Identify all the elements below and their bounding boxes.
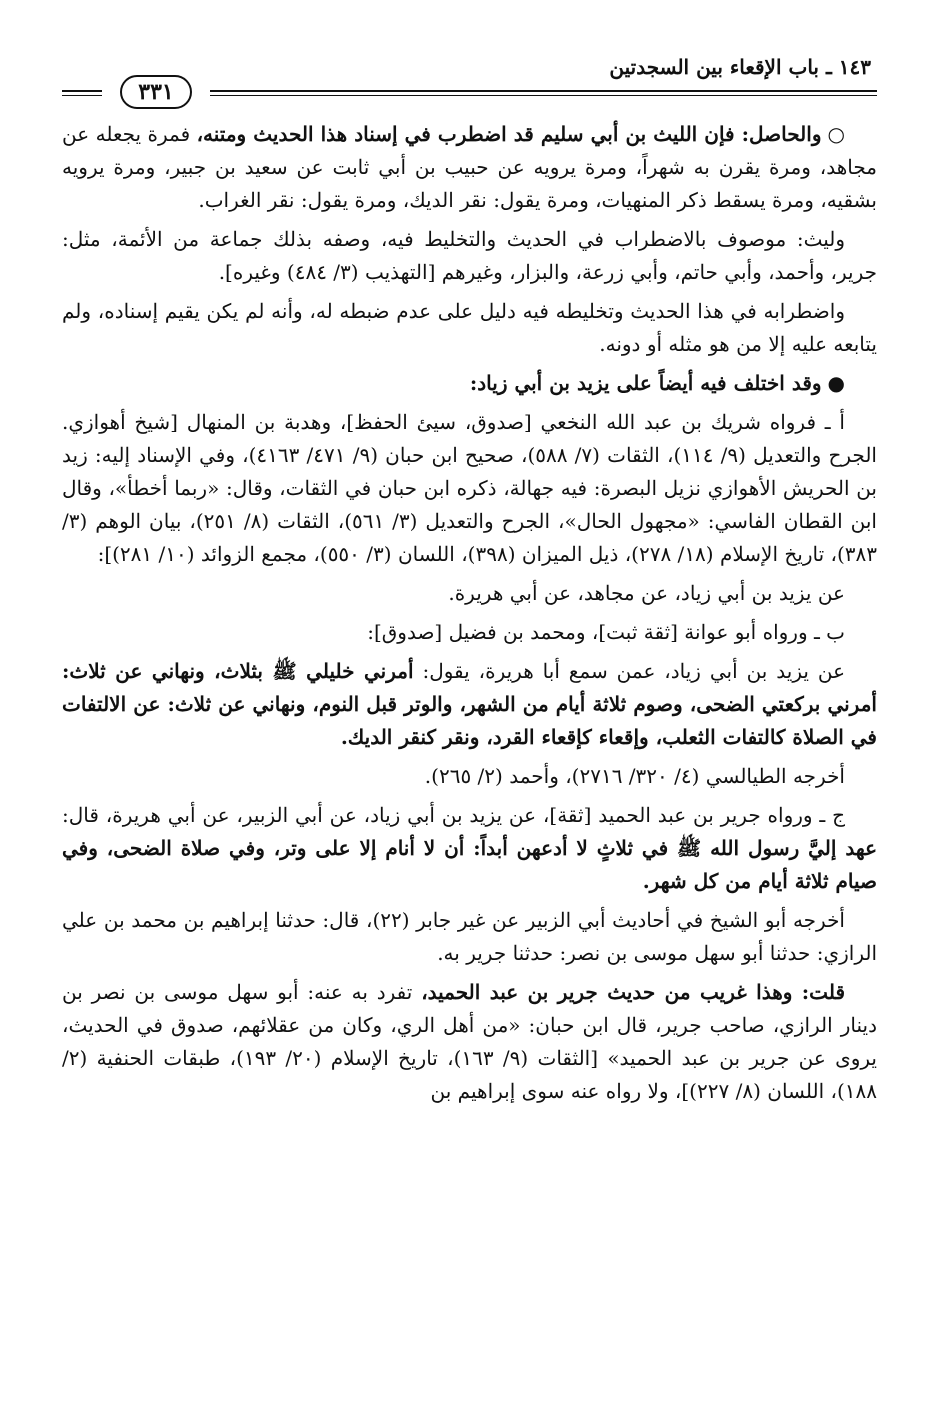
paragraph-conclusion [62,118,877,217]
page-header [62,52,877,104]
takhrij-abu-shaykh: أخرجه أبو الشيخ في أحاديث أبي الزبير عن غير جابر (٢٢)، قال: حدثنا إبراهيم بن محمد بن علي الرازي: حدثنا أبو سهل موسى بن نصر: حدثنا جرير به. [62,908,877,965]
circle-bullet-icon: ○ [827,122,846,146]
matn-text: أمرني خليلي ﷺ بثلاث، ونهاني عن ثلاث: أمرني بركعتي الضحى، وصوم ثلاثة أيام من الشهر، والوتر قبل النوم، ونهاني عن ثلاث: عن الالتفات في الصلاة كالتفات الثعلب، وإقعاء كإقعاء القرد، ونقر كنقر الديك. [62,659,877,749]
paragraph-text: تفرد به عنه: أبو سهل موسى بن نصر بن دينار الرازي، صاحب جرير، قال ابن حبان: «من أهل الري، وكان من عقلائهم، صدوق في الحديث، يروى عن جرير بن عبد الحميد» [الثقات (٩/ ١٦٣)، تاريخ الإسلام (٢٠/ ١٩٣)، طبقات الحنفية (٢/ ١٨٨)، اللسان (٨/ ٢٢٧)]، ولا رواه عنه سوى إبراهيم بن [62,980,877,1103]
isnad-text: ج ـ ورواه جرير بن عبد الحميد [ثقة]، عن يزيد بن أبي زياد، عن أبي الزبير، عن أبي هريرة، قال: [62,803,845,827]
takhrij-line: أخرجه الطيالسي (٤/ ٣٢٠/ ٢٧١٦)، وأحمد (٢/ ٢٦٥). [424,764,845,788]
isnad-text: عن يزيد بن أبي زياد، عمن سمع أبا هريرة، يقول: [422,659,846,683]
hadith-text-ba [62,655,877,754]
running-title: ١٤٣ ـ باب الإقعاء بين السجدتين [609,55,871,79]
isnad-line: عن يزيد بن أبي زياد، عن مجاهد، عن أبي هريرة. [448,581,845,605]
page-number: ٣٣١ [120,75,191,109]
page-number-ornament [102,74,210,110]
heading-text: وقد اختلف فيه أيضاً على يزيد بن أبي زياد: [469,371,822,395]
narration-alif: أ ـ فرواه شريك بن عبد الله النخعي [صدوق، سيئ الحفظ]، وهدبة بن المنهال [شيخ أهوازي. الجرح والتعديل (٩/ ١١٤)، الثقات (٧/ ٥٨٨)، صحيح ابن حبان (٩/ ٤٧١/ ٤١٦٣)، وفي الإسناد إليه: زيد بن الحريش الأهوازي نزيل البصرة: فيه جهالة، ذكره ابن حبان في الثقات، وقال: «ربما أخطأ»، وقال ابن القطان الفاسي: «مجهول الحال»، الجرح والتعديل (٣/ ٥٦١)، الثقات (٨/ ٢٥١)، بيان الوهم (٣/ ٣٨٣)، تاريخ الإسلام (١٨/ ٢٧٨)، ذيل الميزان (٣٩٨)، اللسان (٣/ ٥٥٠)، مجمع الزوائد (١٠/ ٢٨١)]: [62,410,877,566]
paragraph-comment [62,976,877,1108]
paragraph-text: فمرة يجعله عن مجاهد، ومرة يقرن به شهراً، ومرة يرويه عن حبيب بن أبي ثابت عن سعيد بن جبير، ومرة يرويه بشقيه، ومرة يسقط ذكر المنهيات، ومرة يقول: نقر الديك، ومرة يقول: نقر الغراب. [62,122,877,212]
narration-jim [62,799,877,898]
matn-text: عهد إليَّ رسول الله ﷺ في ثلاثٍ لا أدعهن أبداً: أن لا أنام إلا على وتر، وفي صلاة الضحى، وفي صيام ثلاثة أيام من كل شهر. [62,836,877,893]
section-heading [62,367,877,400]
body-text [62,118,877,1114]
bold-lead: قلت: وهذا غريب من حديث جرير بن عبد الحميد، [421,980,846,1004]
narration-ba: ب ـ ورواه أبو عوانة [ثقة ثبت]، ومحمد بن فضيل [صدوق]: [367,620,845,644]
bold-lead: والحاصل: فإن الليث بن أبي سليم قد اضطرب في إسناد هذا الحديث ومتنه، [196,122,822,146]
paragraph-layth: وليث: موصوف بالاضطراب في الحديث والتخليط فيه، وصفه بذلك جماعة من الأئمة، مثل: جرير، وأحمد، وأبي حاتم، وأبي زرعة، والبزار، وغيرهم [التهذيب (٣/ ٤٨٤) وغيره]. [62,227,877,284]
paragraph-idtirab: واضطرابه في هذا الحديث وتخليطه فيه دليل على عدم ضبطه له، وأنه لم يكن يقيم إسناده، ولم يتابعه عليه إلا من هو مثله أو دونه. [62,299,877,356]
filled-bullet-icon: ● [827,371,845,395]
